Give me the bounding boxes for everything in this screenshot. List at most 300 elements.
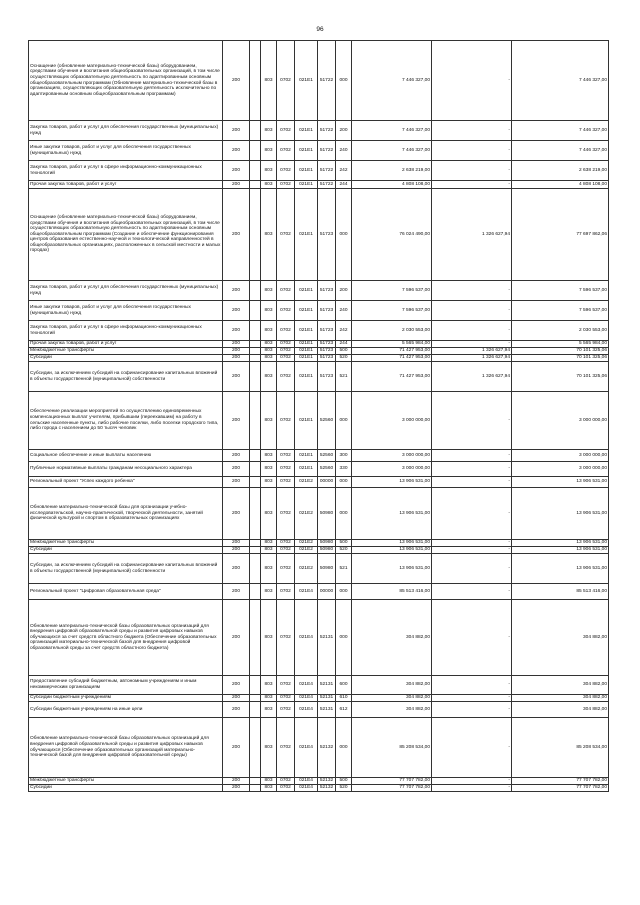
code-section: 0702: [277, 676, 295, 695]
code-ministry: 200: [223, 462, 250, 477]
amount-total: 7 596 537,00: [512, 301, 609, 321]
table-row: [29, 702, 609, 718]
code-ministry: 200: [223, 785, 250, 792]
code-ministry: 200: [223, 348, 250, 355]
code-sub: 52131: [318, 702, 336, 718]
code-section: 0702: [277, 778, 295, 785]
row-name: Обновление материально-технической базы образовательных организаций для внедрения цифровой образовательной среды и развития цифровых навыков обучающихся (Обеспечение образовательных организаций материально-технической базой для внедрения цифровой образовательной среды): [29, 718, 223, 778]
page-number: 96: [316, 26, 324, 33]
row-name: Обеспечение реализации мероприятий по осуществлению единовременных компенсационных выплат учителям, прибывшим (переехавшим) на работу в сельские населенные пункты, либо рабочие поселки, либо поселки городского типа, либо города с населением до 50 тысяч человек: [29, 392, 223, 450]
amount-change: -: [432, 718, 512, 778]
amount-approved: 7 446 327,00: [352, 141, 432, 161]
code-chapter: 803: [261, 121, 277, 141]
table-row: [29, 301, 609, 321]
amount-change: 1 326 627,94: [432, 348, 512, 355]
blank-cell: [250, 785, 261, 792]
code-ministry: 200: [223, 778, 250, 785]
code-expense-type: 000: [336, 600, 352, 676]
code-sub: 51723: [318, 281, 336, 301]
table-row: [29, 554, 609, 584]
code-ministry: 200: [223, 301, 250, 321]
blank-cell: [250, 392, 261, 450]
row-name: Оснащение (обновление материально-технической базы) оборудованием, средствами обучения и воспитания общеобразовательных организаций, в том числе осуществляющих образовательную деятельность по адаптированным основным общеобразовательным программам (Обновление материально-технической базы в организациях, осуществляющих образовательную деятельность исключительно по адаптированным основным общеобразовательным программам): [29, 41, 223, 121]
code-chapter: 803: [261, 584, 277, 600]
amount-change: 1 326 627,94: [432, 189, 512, 281]
amount-total: 304 882,00: [512, 702, 609, 718]
code-expense-type: 000: [336, 488, 352, 540]
amount-change: -: [432, 547, 512, 554]
code-chapter: 803: [261, 341, 277, 348]
code-ministry: 200: [223, 676, 250, 695]
table-row: [29, 778, 609, 785]
blank-cell: [250, 462, 261, 477]
code-section: 0702: [277, 161, 295, 181]
code-target: 021E4: [295, 702, 318, 718]
code-expense-type: 244: [336, 341, 352, 348]
code-sub: 51723: [318, 301, 336, 321]
amount-approved: 71 427 953,00: [352, 355, 432, 362]
blank-cell: [250, 554, 261, 584]
amount-total: 13 906 531,00: [512, 477, 609, 488]
code-ministry: 200: [223, 584, 250, 600]
amount-total: 13 906 531,00: [512, 554, 609, 584]
code-sub: 51723: [318, 348, 336, 355]
table-row: [29, 695, 609, 702]
code-target: 021E1: [295, 41, 318, 121]
amount-approved: 304 882,00: [352, 695, 432, 702]
code-target: 021E1: [295, 121, 318, 141]
code-section: 0702: [277, 362, 295, 392]
code-sub: 51723: [318, 355, 336, 362]
code-ministry: 200: [223, 181, 250, 189]
amount-total: 7 446 327,00: [512, 41, 609, 121]
code-expense-type: 520: [336, 547, 352, 554]
blank-cell: [250, 321, 261, 341]
amount-total: 13 906 531,00: [512, 547, 609, 554]
blank-cell: [250, 676, 261, 695]
amount-total: 77 707 782,00: [512, 785, 609, 792]
amount-total: 70 101 325,06: [512, 348, 609, 355]
row-name: Прочая закупка товаров, работ и услуг: [29, 341, 223, 348]
blank-cell: [250, 600, 261, 676]
code-section: 0702: [277, 547, 295, 554]
code-expense-type: 200: [336, 121, 352, 141]
code-expense-type: 521: [336, 362, 352, 392]
table-row: [29, 141, 609, 161]
code-target: 021E1: [295, 348, 318, 355]
amount-total: 13 906 531,00: [512, 488, 609, 540]
amount-change: -: [432, 477, 512, 488]
table-row: [29, 121, 609, 141]
code-sub: 00000: [318, 584, 336, 600]
code-ministry: 200: [223, 161, 250, 181]
code-ministry: 200: [223, 554, 250, 584]
code-sub: 51723: [318, 362, 336, 392]
code-section: 0702: [277, 540, 295, 547]
code-target: 021E1: [295, 392, 318, 450]
blank-cell: [250, 348, 261, 355]
row-name: Закупка товаров, работ и услуг для обеспечения государственных (муниципальных) нужд: [29, 281, 223, 301]
blank-cell: [250, 281, 261, 301]
amount-total: 85 513 416,00: [512, 584, 609, 600]
blank-cell: [250, 341, 261, 348]
amount-total: 70 101 325,06: [512, 355, 609, 362]
blank-cell: [250, 695, 261, 702]
code-ministry: 200: [223, 281, 250, 301]
amount-total: 304 882,00: [512, 676, 609, 695]
code-chapter: 803: [261, 462, 277, 477]
code-chapter: 803: [261, 321, 277, 341]
amount-change: -: [432, 41, 512, 121]
code-section: 0702: [277, 341, 295, 348]
amount-approved: 77 707 782,00: [352, 778, 432, 785]
row-name: Обновление материально-технической базы для организации учебно-исследовательской, научно-практической, творческой деятельности, занятий физической культурой и спортом в образовательных организациях: [29, 488, 223, 540]
code-target: 021E1: [295, 355, 318, 362]
amount-approved: 3 000 000,00: [352, 450, 432, 462]
table-row: [29, 547, 609, 554]
code-ministry: 200: [223, 488, 250, 540]
code-chapter: 803: [261, 348, 277, 355]
code-expense-type: 244: [336, 181, 352, 189]
row-name: Социальное обеспечение и иные выплаты населению: [29, 450, 223, 462]
amount-change: -: [432, 161, 512, 181]
code-target: 021E1: [295, 362, 318, 392]
blank-cell: [250, 41, 261, 121]
table-row: [29, 450, 609, 462]
code-chapter: 803: [261, 702, 277, 718]
code-ministry: 200: [223, 41, 250, 121]
blank-cell: [250, 488, 261, 540]
blank-cell: [250, 355, 261, 362]
code-section: 0702: [277, 121, 295, 141]
amount-change: -: [432, 488, 512, 540]
amount-change: -: [432, 341, 512, 348]
code-chapter: 803: [261, 392, 277, 450]
blank-cell: [250, 141, 261, 161]
table-row: [29, 189, 609, 281]
code-chapter: 803: [261, 718, 277, 778]
amount-change: 1 326 627,94: [432, 355, 512, 362]
code-chapter: 803: [261, 301, 277, 321]
code-target: 021E1: [295, 341, 318, 348]
amount-approved: 7 446 327,00: [352, 121, 432, 141]
amount-total: 2 030 553,00: [512, 321, 609, 341]
code-chapter: 803: [261, 362, 277, 392]
code-chapter: 803: [261, 540, 277, 547]
code-section: 0702: [277, 189, 295, 281]
code-section: 0702: [277, 477, 295, 488]
blank-cell: [250, 778, 261, 785]
row-name: Прочая закупка товаров, работ и услуг: [29, 181, 223, 189]
code-target: 021E1: [295, 450, 318, 462]
amount-change: -: [432, 554, 512, 584]
code-ministry: 200: [223, 355, 250, 362]
amount-total: 304 882,00: [512, 600, 609, 676]
amount-approved: 76 024 490,00: [352, 189, 432, 281]
code-sub: 52131: [318, 600, 336, 676]
blank-cell: [250, 189, 261, 281]
code-chapter: 803: [261, 695, 277, 702]
blank-cell: [250, 121, 261, 141]
amount-total: 2 638 219,00: [512, 161, 609, 181]
table-row: [29, 477, 609, 488]
code-chapter: 803: [261, 181, 277, 189]
code-target: 021E1: [295, 161, 318, 181]
code-target: 021E4: [295, 778, 318, 785]
row-name: Предоставление субсидий бюджетным, автономным учреждениям и иным некоммерческим организациям: [29, 676, 223, 695]
code-chapter: 803: [261, 355, 277, 362]
code-target: 021E2: [295, 540, 318, 547]
amount-change: -: [432, 785, 512, 792]
blank-cell: [250, 702, 261, 718]
code-ministry: 200: [223, 477, 250, 488]
code-chapter: 803: [261, 488, 277, 540]
code-expense-type: 240: [336, 301, 352, 321]
row-name: Оснащение (обновление материально-технической базы) оборудованием, средствами обучения и воспитания общеобразовательных организаций, в том числе осуществляющих образовательную деятельность по адаптированным основным общеобразовательным программам (Создание и обеспечение функционирования центров образования естественно-научной и технологической направленностей в общеобразовательных организациях, расположенных в сельской местности и малых городах): [29, 189, 223, 281]
code-section: 0702: [277, 554, 295, 584]
amount-total: 4 808 108,00: [512, 181, 609, 189]
amount-approved: 7 596 537,00: [352, 281, 432, 301]
amount-change: -: [432, 450, 512, 462]
row-name: Иные закупки товаров, работ и услуг для обеспечения государственных (муниципальных) нужд: [29, 301, 223, 321]
amount-change: -: [432, 141, 512, 161]
row-name: Субсидии, за исключением субсидий на софинансирование капитальных вложений в объекты государственной (муниципальной) собственности: [29, 362, 223, 392]
code-expense-type: 000: [336, 584, 352, 600]
code-ministry: 200: [223, 189, 250, 281]
code-ministry: 200: [223, 540, 250, 547]
row-name: Субсидии, за исключением субсидий на софинансирование капитальных вложений в объекты государственной (муниципальной) собственности: [29, 554, 223, 584]
row-name: Региональный проект "Успех каждого ребенка": [29, 477, 223, 488]
code-sub: 51723: [318, 341, 336, 348]
table-row: [29, 161, 609, 181]
code-ministry: 200: [223, 341, 250, 348]
code-sub: 52131: [318, 676, 336, 695]
amount-approved: 13 906 531,00: [352, 554, 432, 584]
code-sub: 51722: [318, 161, 336, 181]
code-expense-type: 521: [336, 554, 352, 584]
amount-approved: 3 000 000,00: [352, 462, 432, 477]
code-ministry: 200: [223, 141, 250, 161]
table-row: [29, 321, 609, 341]
row-name: Межбюджетные трансферты: [29, 540, 223, 547]
budget-table-body: [29, 41, 609, 792]
code-chapter: 803: [261, 450, 277, 462]
code-target: 021E2: [295, 488, 318, 540]
code-chapter: 803: [261, 600, 277, 676]
code-ministry: 200: [223, 718, 250, 778]
code-section: 0702: [277, 281, 295, 301]
code-target: 021E4: [295, 676, 318, 695]
code-section: 0702: [277, 348, 295, 355]
code-chapter: 803: [261, 41, 277, 121]
code-expense-type: 200: [336, 281, 352, 301]
code-section: 0702: [277, 181, 295, 189]
code-chapter: 803: [261, 778, 277, 785]
amount-approved: 13 906 531,00: [352, 488, 432, 540]
code-target: 021E4: [295, 584, 318, 600]
code-expense-type: 600: [336, 676, 352, 695]
row-name: Региональный проект "Цифровая образовательная среда": [29, 584, 223, 600]
budget-table: [28, 40, 609, 792]
table-row: [29, 355, 609, 362]
code-section: 0702: [277, 702, 295, 718]
table-row: [29, 584, 609, 600]
code-section: 0702: [277, 462, 295, 477]
code-chapter: 803: [261, 477, 277, 488]
code-section: 0702: [277, 41, 295, 121]
blank-cell: [250, 540, 261, 547]
code-sub: 51722: [318, 141, 336, 161]
amount-total: 70 101 325,06: [512, 362, 609, 392]
code-section: 0702: [277, 584, 295, 600]
blank-cell: [250, 584, 261, 600]
code-section: 0702: [277, 450, 295, 462]
blank-cell: [250, 450, 261, 462]
amount-approved: 77 707 782,00: [352, 785, 432, 792]
amount-total: 304 882,00: [512, 695, 609, 702]
blank-cell: [250, 362, 261, 392]
code-chapter: 803: [261, 554, 277, 584]
code-target: 021E4: [295, 785, 318, 792]
amount-total: 13 906 531,00: [512, 540, 609, 547]
code-expense-type: 242: [336, 161, 352, 181]
code-expense-type: 242: [336, 321, 352, 341]
row-name: Закупка товаров, работ и услуг для обеспечения государственных (муниципальных) нужд: [29, 121, 223, 141]
code-target: 021E2: [295, 477, 318, 488]
code-target: 021E1: [295, 141, 318, 161]
code-target: 021E1: [295, 321, 318, 341]
code-chapter: 803: [261, 547, 277, 554]
code-section: 0702: [277, 488, 295, 540]
row-name: Субсидии: [29, 785, 223, 792]
blank-cell: [250, 547, 261, 554]
code-chapter: 803: [261, 676, 277, 695]
amount-change: -: [432, 121, 512, 141]
code-section: 0702: [277, 695, 295, 702]
code-chapter: 803: [261, 141, 277, 161]
amount-approved: 304 882,00: [352, 600, 432, 676]
table-row: [29, 785, 609, 792]
code-target: 021E4: [295, 695, 318, 702]
code-expense-type: 240: [336, 141, 352, 161]
row-name: Закупка товаров, работ и услуг в сфере информационно-коммуникационных технологий: [29, 161, 223, 181]
amount-change: -: [432, 600, 512, 676]
blank-cell: [250, 181, 261, 189]
amount-total: 7 446 327,00: [512, 121, 609, 141]
table-row: [29, 462, 609, 477]
code-chapter: 803: [261, 281, 277, 301]
amount-total: 7 596 537,00: [512, 281, 609, 301]
amount-approved: 5 565 984,00: [352, 341, 432, 348]
code-section: 0702: [277, 141, 295, 161]
blank-cell: [250, 477, 261, 488]
code-expense-type: 300: [336, 450, 352, 462]
amount-approved: 85 513 416,00: [352, 584, 432, 600]
amount-total: 77 707 782,00: [512, 778, 609, 785]
code-sub: 50980: [318, 547, 336, 554]
code-ministry: 200: [223, 702, 250, 718]
code-target: 021E1: [295, 181, 318, 189]
code-target: 021E1: [295, 462, 318, 477]
code-sub: 52132: [318, 785, 336, 792]
table-row: [29, 362, 609, 392]
code-expense-type: 500: [336, 348, 352, 355]
row-name: Субсидии: [29, 355, 223, 362]
amount-approved: 13 906 531,00: [352, 477, 432, 488]
code-ministry: 200: [223, 362, 250, 392]
code-section: 0702: [277, 718, 295, 778]
amount-total: 3 000 000,00: [512, 462, 609, 477]
amount-change: -: [432, 392, 512, 450]
amount-approved: 4 808 108,00: [352, 181, 432, 189]
code-section: 0702: [277, 301, 295, 321]
amount-approved: 304 882,00: [352, 702, 432, 718]
row-name: Иные закупки товаров, работ и услуг для обеспечения государственных (муниципальных) нужд: [29, 141, 223, 161]
table-row: [29, 600, 609, 676]
amount-change: -: [432, 702, 512, 718]
row-name: Субсидии бюджетным учреждениям на иные цели: [29, 702, 223, 718]
amount-approved: 85 208 534,00: [352, 718, 432, 778]
amount-change: -: [432, 540, 512, 547]
code-target: 021E4: [295, 600, 318, 676]
code-sub: 52560: [318, 462, 336, 477]
table-row: [29, 392, 609, 450]
amount-total: 3 000 000,00: [512, 392, 609, 450]
code-target: 021E1: [295, 301, 318, 321]
table-row: [29, 281, 609, 301]
code-ministry: 200: [223, 600, 250, 676]
blank-cell: [250, 161, 261, 181]
amount-approved: 71 427 953,00: [352, 362, 432, 392]
row-name: Обновление материально-технической базы образовательных организаций для внедрения цифровой образовательной среды и развития цифровых навыков обучающихся за счет средств областного бюджета (Обеспечение образовательных организаций материально-технической базой для внедрения цифровой образовательной среды за счет средств областного бюджета): [29, 600, 223, 676]
amount-approved: 13 906 531,00: [352, 540, 432, 547]
amount-approved: 13 906 531,00: [352, 547, 432, 554]
code-sub: 52132: [318, 718, 336, 778]
table-row: [29, 540, 609, 547]
code-target: 021E2: [295, 547, 318, 554]
table-row: [29, 718, 609, 778]
code-ministry: 200: [223, 695, 250, 702]
amount-total: 77 697 862,06: [512, 189, 609, 281]
amount-total: 7 446 327,00: [512, 141, 609, 161]
code-sub: 51723: [318, 189, 336, 281]
code-expense-type: 612: [336, 702, 352, 718]
code-ministry: 200: [223, 121, 250, 141]
amount-change: 1 326 627,94: [432, 362, 512, 392]
row-name: Субсидии: [29, 547, 223, 554]
code-section: 0702: [277, 785, 295, 792]
amount-total: 5 565 984,00: [512, 341, 609, 348]
code-sub: 52132: [318, 778, 336, 785]
row-name: Субсидии бюджетным учреждениям: [29, 695, 223, 702]
amount-total: 3 000 000,00: [512, 450, 609, 462]
amount-change: -: [432, 321, 512, 341]
code-expense-type: 000: [336, 189, 352, 281]
code-sub: 50980: [318, 554, 336, 584]
row-name: Закупка товаров, работ и услуг в сфере информационно-коммуникационных технологий: [29, 321, 223, 341]
code-expense-type: 500: [336, 778, 352, 785]
amount-approved: 71 427 953,00: [352, 348, 432, 355]
code-sub: 51723: [318, 321, 336, 341]
code-chapter: 803: [261, 189, 277, 281]
code-target: 021E2: [295, 554, 318, 584]
table-row: [29, 41, 609, 121]
code-expense-type: 000: [336, 477, 352, 488]
code-sub: 51722: [318, 181, 336, 189]
code-chapter: 803: [261, 785, 277, 792]
amount-change: -: [432, 778, 512, 785]
amount-change: -: [432, 181, 512, 189]
